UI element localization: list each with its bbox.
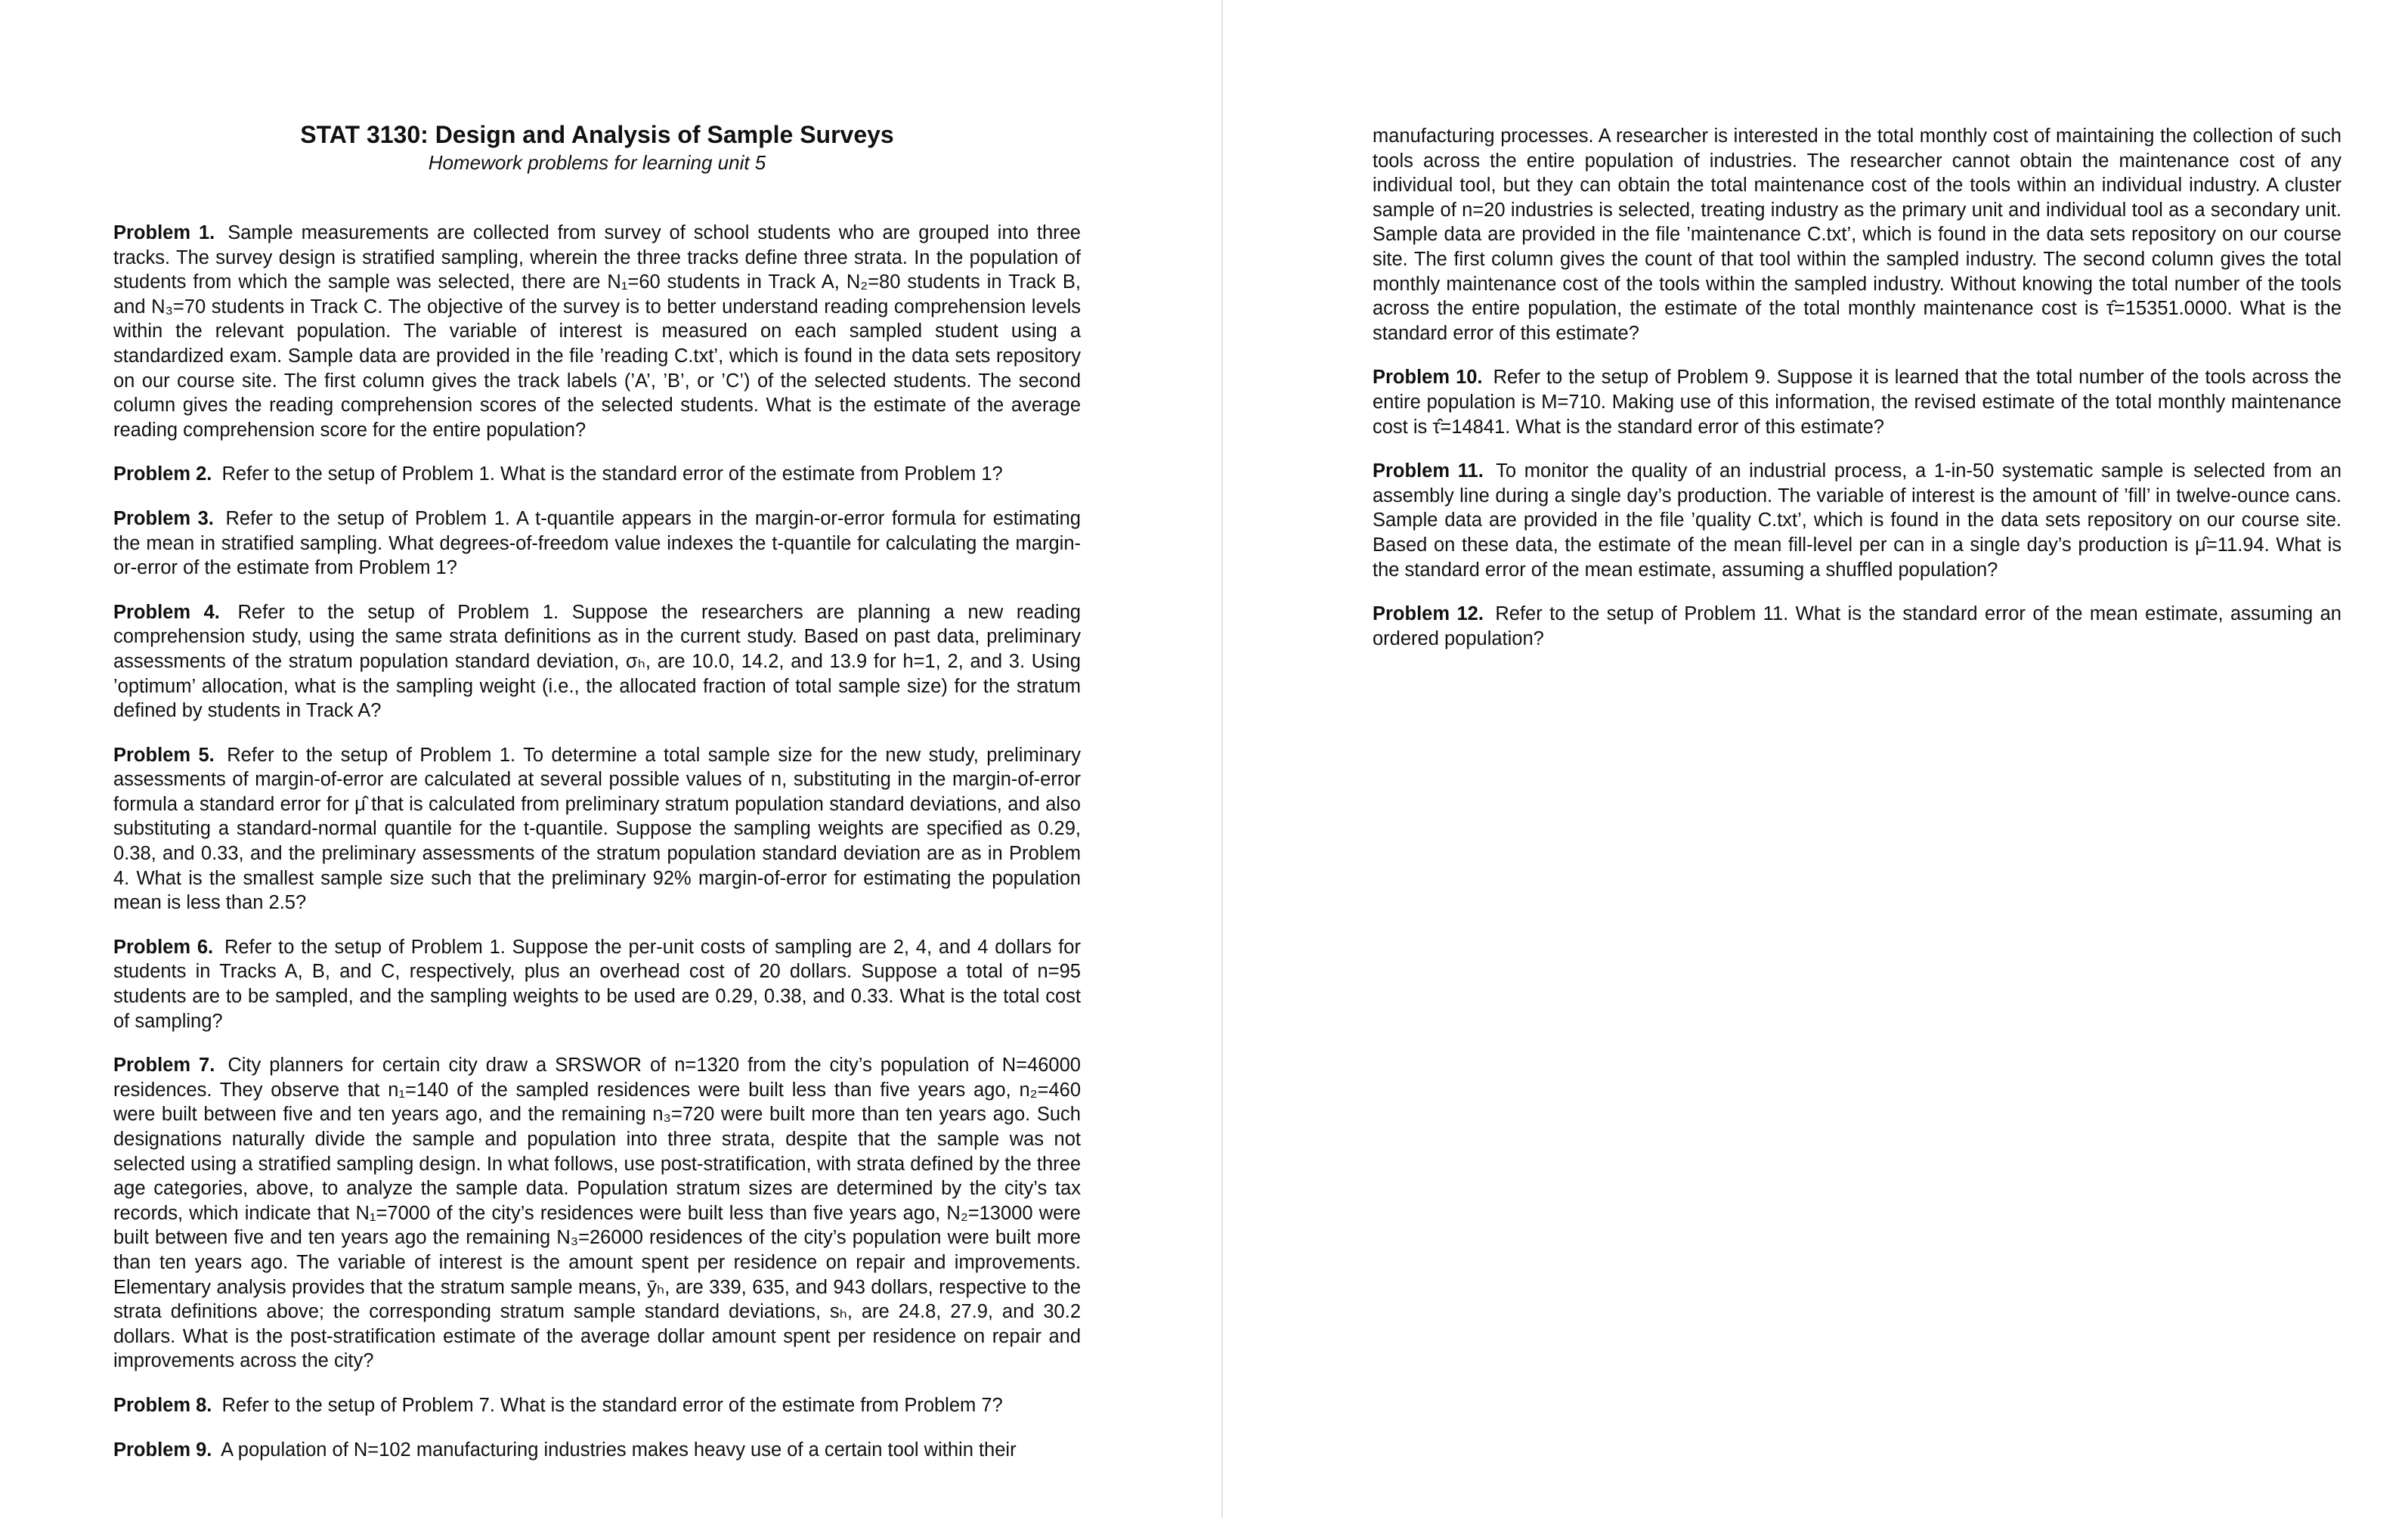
left-page-content (113, 119, 1081, 1482)
problem-text: manufacturing processes. A researcher is interested in the total monthly cost of maintaining the collection of such tools across the entire population of industries. The researcher cannot obtain the maintenance cost of any individual tool, but they can obtain the total maintenance cost of the tools within an individual industry. A cluster sample of n=20 industries is selected, treating industry as the primary unit and individual tool as a secondary unit. Sample data are provided in the file ’maintenance C.txt’, which is found in the data sets repository on our course site. The first column gives the count of that tool within the sampled industry. The second column gives the total monthly maintenance cost of the tools within the sampled industry. Without knowing the total number of the tools across the entire population, the estimate of the total monthly maintenance cost is τ̂=15351.0000. What is the standard error of this estimate? (1373, 125, 2341, 344)
document-subtitle: Homework problems for learning unit 5 (428, 151, 766, 174)
problem-9-continued (1373, 124, 2341, 345)
problem-3 (113, 507, 1081, 581)
problem-text: Refer to the setup of Problem 1. Suppose the researchers are planning a new reading comprehension study, using the same strata definitions as in the current study. Based on past data, preliminary assessments of the stratum population standard deviation, σₕ, are 10.0, 14.2, and 13.9 for h=1, 2, and 3. Using ’optimum’ allocation, what is the sampling weight (i.e., the allocated fraction of total sample size) for the stratum defined by students in Track A? (113, 601, 1081, 722)
problem-text: A population of N=102 manufacturing industries makes heavy use of a certain tool within their (221, 1439, 1017, 1461)
problem-1 (113, 221, 1081, 442)
problem-text: Refer to the setup of Problem 11. What is the standard error of the mean estimate, assuming an ordered population? (1373, 603, 2341, 649)
problem-text: Refer to the setup of Problem 7. What is the standard error of the estimate from Problem 7? (221, 1394, 1003, 1416)
problem-4 (113, 600, 1081, 723)
problem-label: Problem 12. (1373, 603, 1484, 625)
document-title: STAT 3130: Design and Analysis of Sample Surveys (300, 121, 894, 148)
right-page (1223, 0, 2408, 1518)
problem-label: Problem 1. (113, 222, 215, 243)
problem-5 (113, 743, 1081, 915)
problem-label: Problem 5. (113, 744, 215, 766)
problem-text: Refer to the setup of Problem 1. A t-quantile appears in the margin-or-error formula for estimating the mean in stratified sampling. What degrees-of-freedom value indexes the t-quantile for calculating the margin-or-error of the estimate from Problem 1? (113, 507, 1081, 579)
problem-text: Sample measurements are collected from survey of school students who are grouped into three tracks. The survey design is stratified sampling, wherein the three tracks define three strata. In the population of students from which the sample was selected, there are N₁=60 students in Track A, N₂=80 students in Track B, and N₃=70 students in Track C. The objective of the survey is to better understand reading comprehension levels within the relevant population. The variable of interest is measured on each sampled student using a standardized exam. Sample data are provided in the file ’reading C.txt’, which is found in the data sets repository on our course site. The first column gives the track labels (’A’, ’B’, or ’C’) of the selected students. The second column gives the reading comprehension scores of the selected students. What is the estimate of the average reading comprehension score for the entire population? (113, 222, 1081, 441)
right-page-content (1373, 124, 2341, 671)
problem-label: Problem 9. (113, 1439, 212, 1461)
problem-text: Refer to the setup of Problem 1. What is the standard error of the estimate from Problem 1? (221, 463, 1003, 485)
problem-6 (113, 935, 1081, 1033)
document-header (113, 119, 1081, 175)
problem-text: City planners for certain city draw a SRSWOR of n=1320 from the city’s population of N=46000 residences. They observe that n₁=140 of the sampled residences were built less than five years ago, n₂=460 were built between five and ten years ago, and the remaining n₃=720 were built more than ten years ago. Such designations naturally divide the sample and population into three strata, despite that the sample was not selected using a stratified sampling design. In what follows, use post-stratification, with strata defined by the three age categories, above, to analyze the sample data. Population stratum sizes are determined by the city’s tax records, which indicate that N₁=7000 of the city’s residences were built less than five years ago, N₂=13000 were built between five and ten years ago the remaining N₃=26000 residences of the city’s population were built more than ten years ago. The variable of interest is the amount spent per residence on repair and improvements. Elementary analysis provides that the stratum sample means, ȳₕ, are 339, 635, and 943 dollars, respective to the strata definitions above; the corresponding stratum sample standard deviations, sₕ, are 24.8, 27.9, and 30.2 dollars. What is the post-stratification estimate of the average dollar amount spent per residence on repair and improvements across the city? (113, 1055, 1081, 1372)
problem-text: Refer to the setup of Problem 1. Suppose the per-unit costs of sampling are 2, 4, and 4 dollars for students in Tracks A, B, and C, respectively, plus an overhead cost of 20 dollars. Suppose a total of n=95 students are to be sampled, and the sampling weights to be used are 0.29, 0.38, and 0.33. What is the total cost of sampling? (113, 936, 1081, 1032)
problem-12 (1373, 602, 2341, 651)
problem-8 (113, 1393, 1081, 1418)
problem-text: Refer to the setup of Problem 1. To determine a total sample size for the new study, preliminary assessments of margin-of-error are calculated at several possible values of n, substituting in the margin-of-error formula a standard error for μ̂ that is calculated from preliminary stratum population standard deviations, and also substituting a standard-normal quantile for the t-quantile. Suppose the sampling weights are specified as 0.29, 0.38, and 0.33, and the preliminary assessments of the stratum population standard deviation are as in Problem 4. What is the smallest sample size such that the preliminary 92% margin-of-error for estimating the population mean is less than 2.5? (113, 744, 1081, 914)
problem-label: Problem 7. (113, 1055, 215, 1077)
problem-label: Problem 6. (113, 936, 214, 958)
problem-2 (113, 462, 1081, 487)
problem-label: Problem 3. (113, 507, 214, 529)
problem-label: Problem 2. (113, 463, 212, 485)
problem-text: Refer to the setup of Problem 9. Suppose it is learned that the total number of the tools across the entire population is M=710. Making use of this information, the revised estimate of the total monthly maintenance cost is τ̂=14841. What is the standard error of this estimate? (1373, 367, 2341, 438)
problem-label: Problem 11. (1373, 460, 1484, 482)
problem-9 (113, 1438, 1081, 1463)
problem-7 (113, 1053, 1081, 1374)
problem-label: Problem 10. (1373, 367, 1483, 389)
problem-text: To monitor the quality of an industrial process, a 1-in-50 systematic sample is selected from an assembly line during a single day’s production. The variable of interest is the amount of ’fill’ in twelve-ounce cans. Sample data are provided in the file ’quality C.txt’, which is found in the data sets repository on our course site. Based on these data, the estimate of the mean fill-level per can in a single day’s production is μ̂=11.94. What is the standard error of the mean estimate, assuming a shuffled population? (1373, 460, 2342, 581)
problem-label: Problem 8. (113, 1394, 212, 1416)
problem-10 (1373, 365, 2341, 439)
problem-label: Problem 4. (113, 601, 220, 623)
problem-11 (1373, 459, 2341, 582)
